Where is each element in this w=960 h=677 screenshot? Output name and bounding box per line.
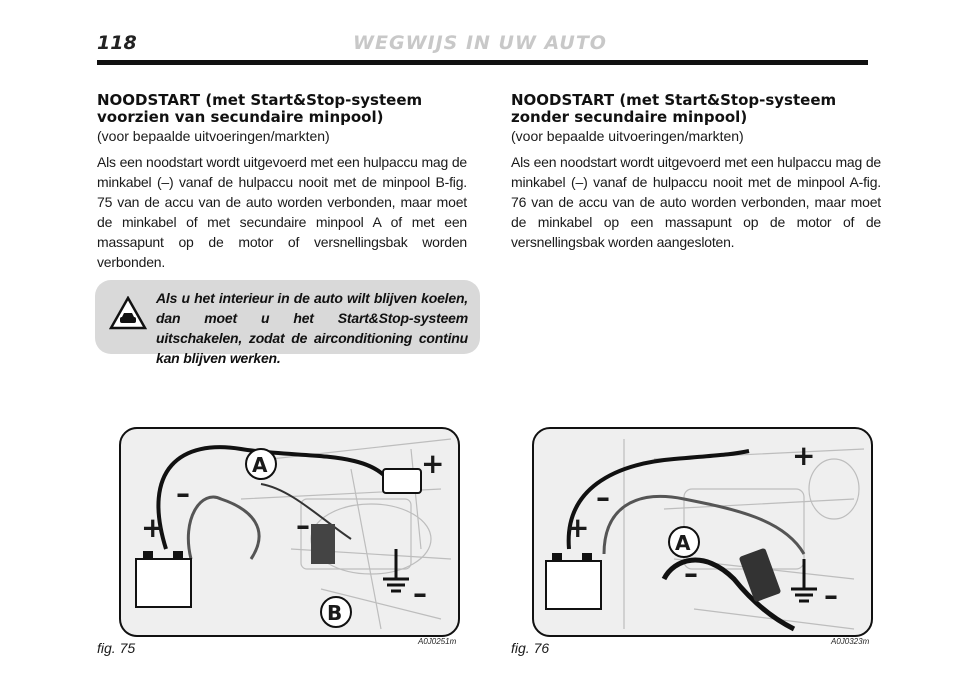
label-plus-top: + xyxy=(792,439,816,472)
left-section-subtitle: (voor bepaalde uitvoeringen/markten) xyxy=(97,128,330,144)
header-rule xyxy=(97,60,868,65)
running-title: WEGWIJS IN UW AUTO xyxy=(353,32,607,54)
label-minus-mid: – xyxy=(296,509,310,542)
right-section-title: NOODSTART (met Start&Stop-systeem zonder secundaire minpool) xyxy=(511,91,837,126)
car-warning-triangle-icon xyxy=(109,296,147,330)
page-number: 118 xyxy=(97,32,137,54)
right-column xyxy=(511,92,881,252)
figure-75-illustration xyxy=(119,427,460,637)
figure-76-code: A0J0323m xyxy=(831,637,870,646)
label-plus-top: + xyxy=(421,447,445,480)
label-minus-ground: – xyxy=(824,579,838,612)
left-section-body: Als een noodstart wordt uitgevoerd met een hulpaccu mag de minkabel (–) vanaf de hulpaccu nooit met de minpool B-fig. 75 van de accu van de auto worden verbonden, maar moet de minkabel of met secundaire minpool A of met een massapunt op de motor of versnellingsbak worden verbonden. xyxy=(97,154,467,270)
figure-76-illustration xyxy=(532,427,873,637)
label-a: A xyxy=(675,531,691,555)
warning-box xyxy=(95,280,480,366)
figure-75-code: A0J0251m xyxy=(418,637,457,646)
label-b: B xyxy=(327,601,343,625)
label-minus-mid: – xyxy=(684,557,698,590)
label-a: A xyxy=(252,453,268,477)
right-section-body: Als een noodstart wordt uitgevoerd met een hulpaccu mag de minkabel (–) vanaf de hulpaccu nooit met de minpool A-fig. 76 van de accu van de auto worden verbonden, maar moet de minkabel op een massapunt op de motor of de versnellingsbak worden aangesloten. xyxy=(511,154,881,250)
label-minus-left: – xyxy=(176,477,190,510)
label-minus-ground: – xyxy=(413,577,427,610)
label-plus-battery: + xyxy=(141,511,165,544)
left-column xyxy=(97,92,467,272)
figure-75-caption: fig. 75 xyxy=(97,640,136,656)
label-minus-left: – xyxy=(596,481,610,514)
left-section-title: NOODSTART (met Start&Stop-systeem voorzien van secundaire minpool) xyxy=(97,91,423,126)
label-plus-battery: + xyxy=(566,511,590,544)
figure-76-caption: fig. 76 xyxy=(511,640,550,656)
right-section-subtitle: (voor bepaalde uitvoeringen/markten) xyxy=(511,128,744,144)
warning-text: Als u het interieur in de auto wilt blijven koelen, dan moet u het Start&Stop-systeem uitschakelen, zodat de airconditioning continu kan blijven werken. xyxy=(156,290,468,366)
